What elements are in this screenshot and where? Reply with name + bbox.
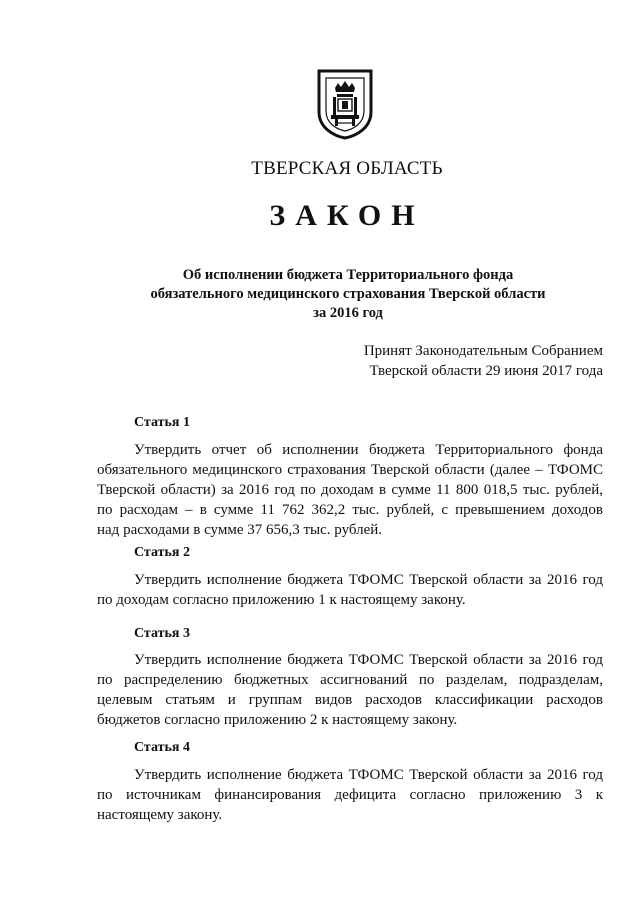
law-title-line: Об исполнении бюджета Территориального фонда (182, 267, 514, 283)
article-3-heading: Статья 3 (134, 626, 190, 641)
article-text-line: Утвердить исполнение бюджета ТФОМС Тверской области за 2016 год (134, 572, 603, 588)
adoption-note (364, 341, 603, 381)
article-text-line: настоящему закону. (97, 807, 223, 823)
article-text-line: по доходам согласно приложению 1 к настоящему закону. (97, 592, 466, 608)
law-title-line: обязательного медицинского страхования Тверской области (150, 286, 546, 302)
article-text-line: бюджетов согласно приложению 2 к настоящему закону. (97, 712, 458, 728)
article-text-line: по источникам финансирования дефицита согласно приложению 3 к (97, 787, 603, 803)
article-text-line: Утвердить исполнение бюджета ТФОМС Тверской области за 2016 год (134, 767, 603, 783)
coat-of-arms-emblem (316, 68, 374, 140)
law-title (100, 266, 596, 323)
article-text-line: по расходам – в сумме 11 762 362,2 тыс. рублей, с превышением доходов (97, 502, 603, 518)
article-text-line: по распределению бюджетных ассигнований по разделам, подразделам, (97, 672, 603, 688)
adoption-line: Принят Законодательным Собранием (363, 343, 603, 359)
article-text-line: над расходами в сумме 37 656,3 тыс. рублей. (97, 522, 383, 538)
article-4-heading: Статья 4 (134, 740, 190, 755)
adoption-line: Тверской области 29 июня 2017 года (369, 363, 603, 379)
article-text-line: обязательного медицинского страхования Тверской области (далее – ТФОМС (97, 462, 603, 478)
article-4-text (97, 765, 603, 825)
article-2-text (97, 570, 603, 610)
article-text-line: Утвердить исполнение бюджета ТФОМС Тверской области за 2016 год (134, 652, 603, 668)
article-text-line: Утвердить отчет об исполнении бюджета Территориального фонда (134, 442, 603, 458)
article-text-line: целевым статьям и группам видов расходов классификации расходов (97, 692, 603, 708)
document-type: ЗАКОН (269, 199, 425, 232)
law-title-line: за 2016 год (313, 305, 383, 321)
article-text-line: Тверской области) за 2016 год по доходам в сумме 11 800 018,5 тыс. рублей, (97, 482, 603, 498)
article-1-heading: Статья 1 (134, 415, 190, 430)
article-2-heading: Статья 2 (134, 545, 190, 560)
article-3-text (97, 650, 603, 730)
article-1-text (97, 440, 603, 540)
region-name: ТВЕРСКАЯ ОБЛАСТЬ (251, 158, 443, 179)
